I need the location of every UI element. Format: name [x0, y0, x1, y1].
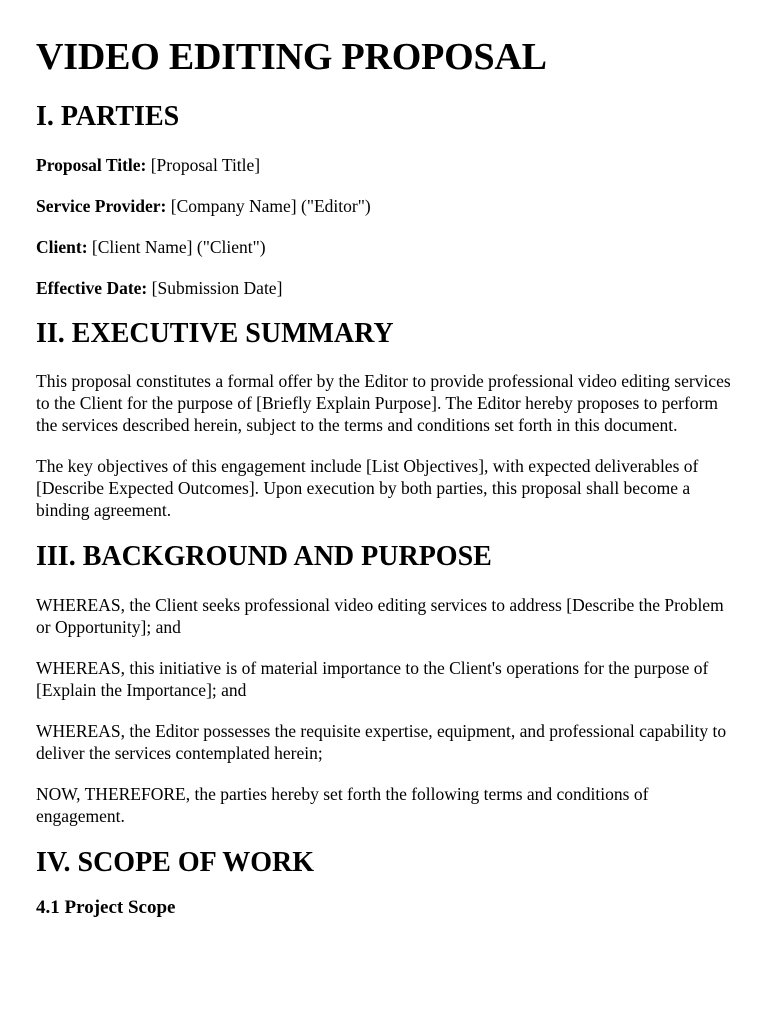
summary-paragraph: This proposal constitutes a formal offer by the Editor to provide professional video editing services to the Client for the purpose of [Briefly Explain Purpose]. The Editor hereby proposes to perform the services described herein, subject to the terms and conditions set forth in this document.: [36, 371, 731, 435]
field-value: [Company Name] ("Editor"): [166, 196, 371, 216]
field-value: [Submission Date]: [147, 278, 283, 298]
field-service-provider: [36, 195, 734, 217]
background-paragraph: WHEREAS, the Editor possesses the requisite expertise, equipment, and professional capability to deliver the services contemplated herein;: [36, 721, 727, 763]
document-title: VIDEO EDITING PROPOSAL: [36, 36, 547, 78]
subsection-heading-project-scope: 4.1 Project Scope: [36, 897, 176, 918]
field-label: Client:: [36, 237, 88, 257]
section-heading-scope: IV. SCOPE OF WORK: [36, 847, 314, 878]
field-value: [Proposal Title]: [146, 155, 261, 175]
background-paragraph: NOW, THEREFORE, the parties hereby set forth the following terms and conditions of engagement.: [36, 784, 649, 826]
summary-paragraph: The key objectives of this engagement include [List Objectives], with expected deliverables of [Describe Expected Outcomes]. Upon execution by both parties, this proposal shall become a binding agreement.: [36, 456, 699, 520]
field-value: [Client Name] ("Client"): [87, 237, 266, 257]
section-heading-parties: I. PARTIES: [36, 101, 180, 132]
background-paragraph: WHEREAS, the Client seeks professional video editing services to address [Describe the Problem or Opportunity]; and: [36, 595, 724, 637]
section-heading-executive-summary: II. EXECUTIVE SUMMARY: [36, 318, 394, 349]
field-label: Service Provider:: [36, 196, 167, 216]
field-effective-date: [36, 277, 734, 299]
field-label: Proposal Title:: [36, 155, 147, 175]
field-label: Effective Date:: [36, 278, 148, 298]
background-paragraph: WHEREAS, this initiative is of material importance to the Client's operations for the purpose of [Explain the Importance]; and: [36, 658, 709, 700]
section-heading-background: III. BACKGROUND AND PURPOSE: [36, 541, 492, 572]
field-proposal-title: [36, 154, 734, 176]
field-client: [36, 236, 734, 258]
